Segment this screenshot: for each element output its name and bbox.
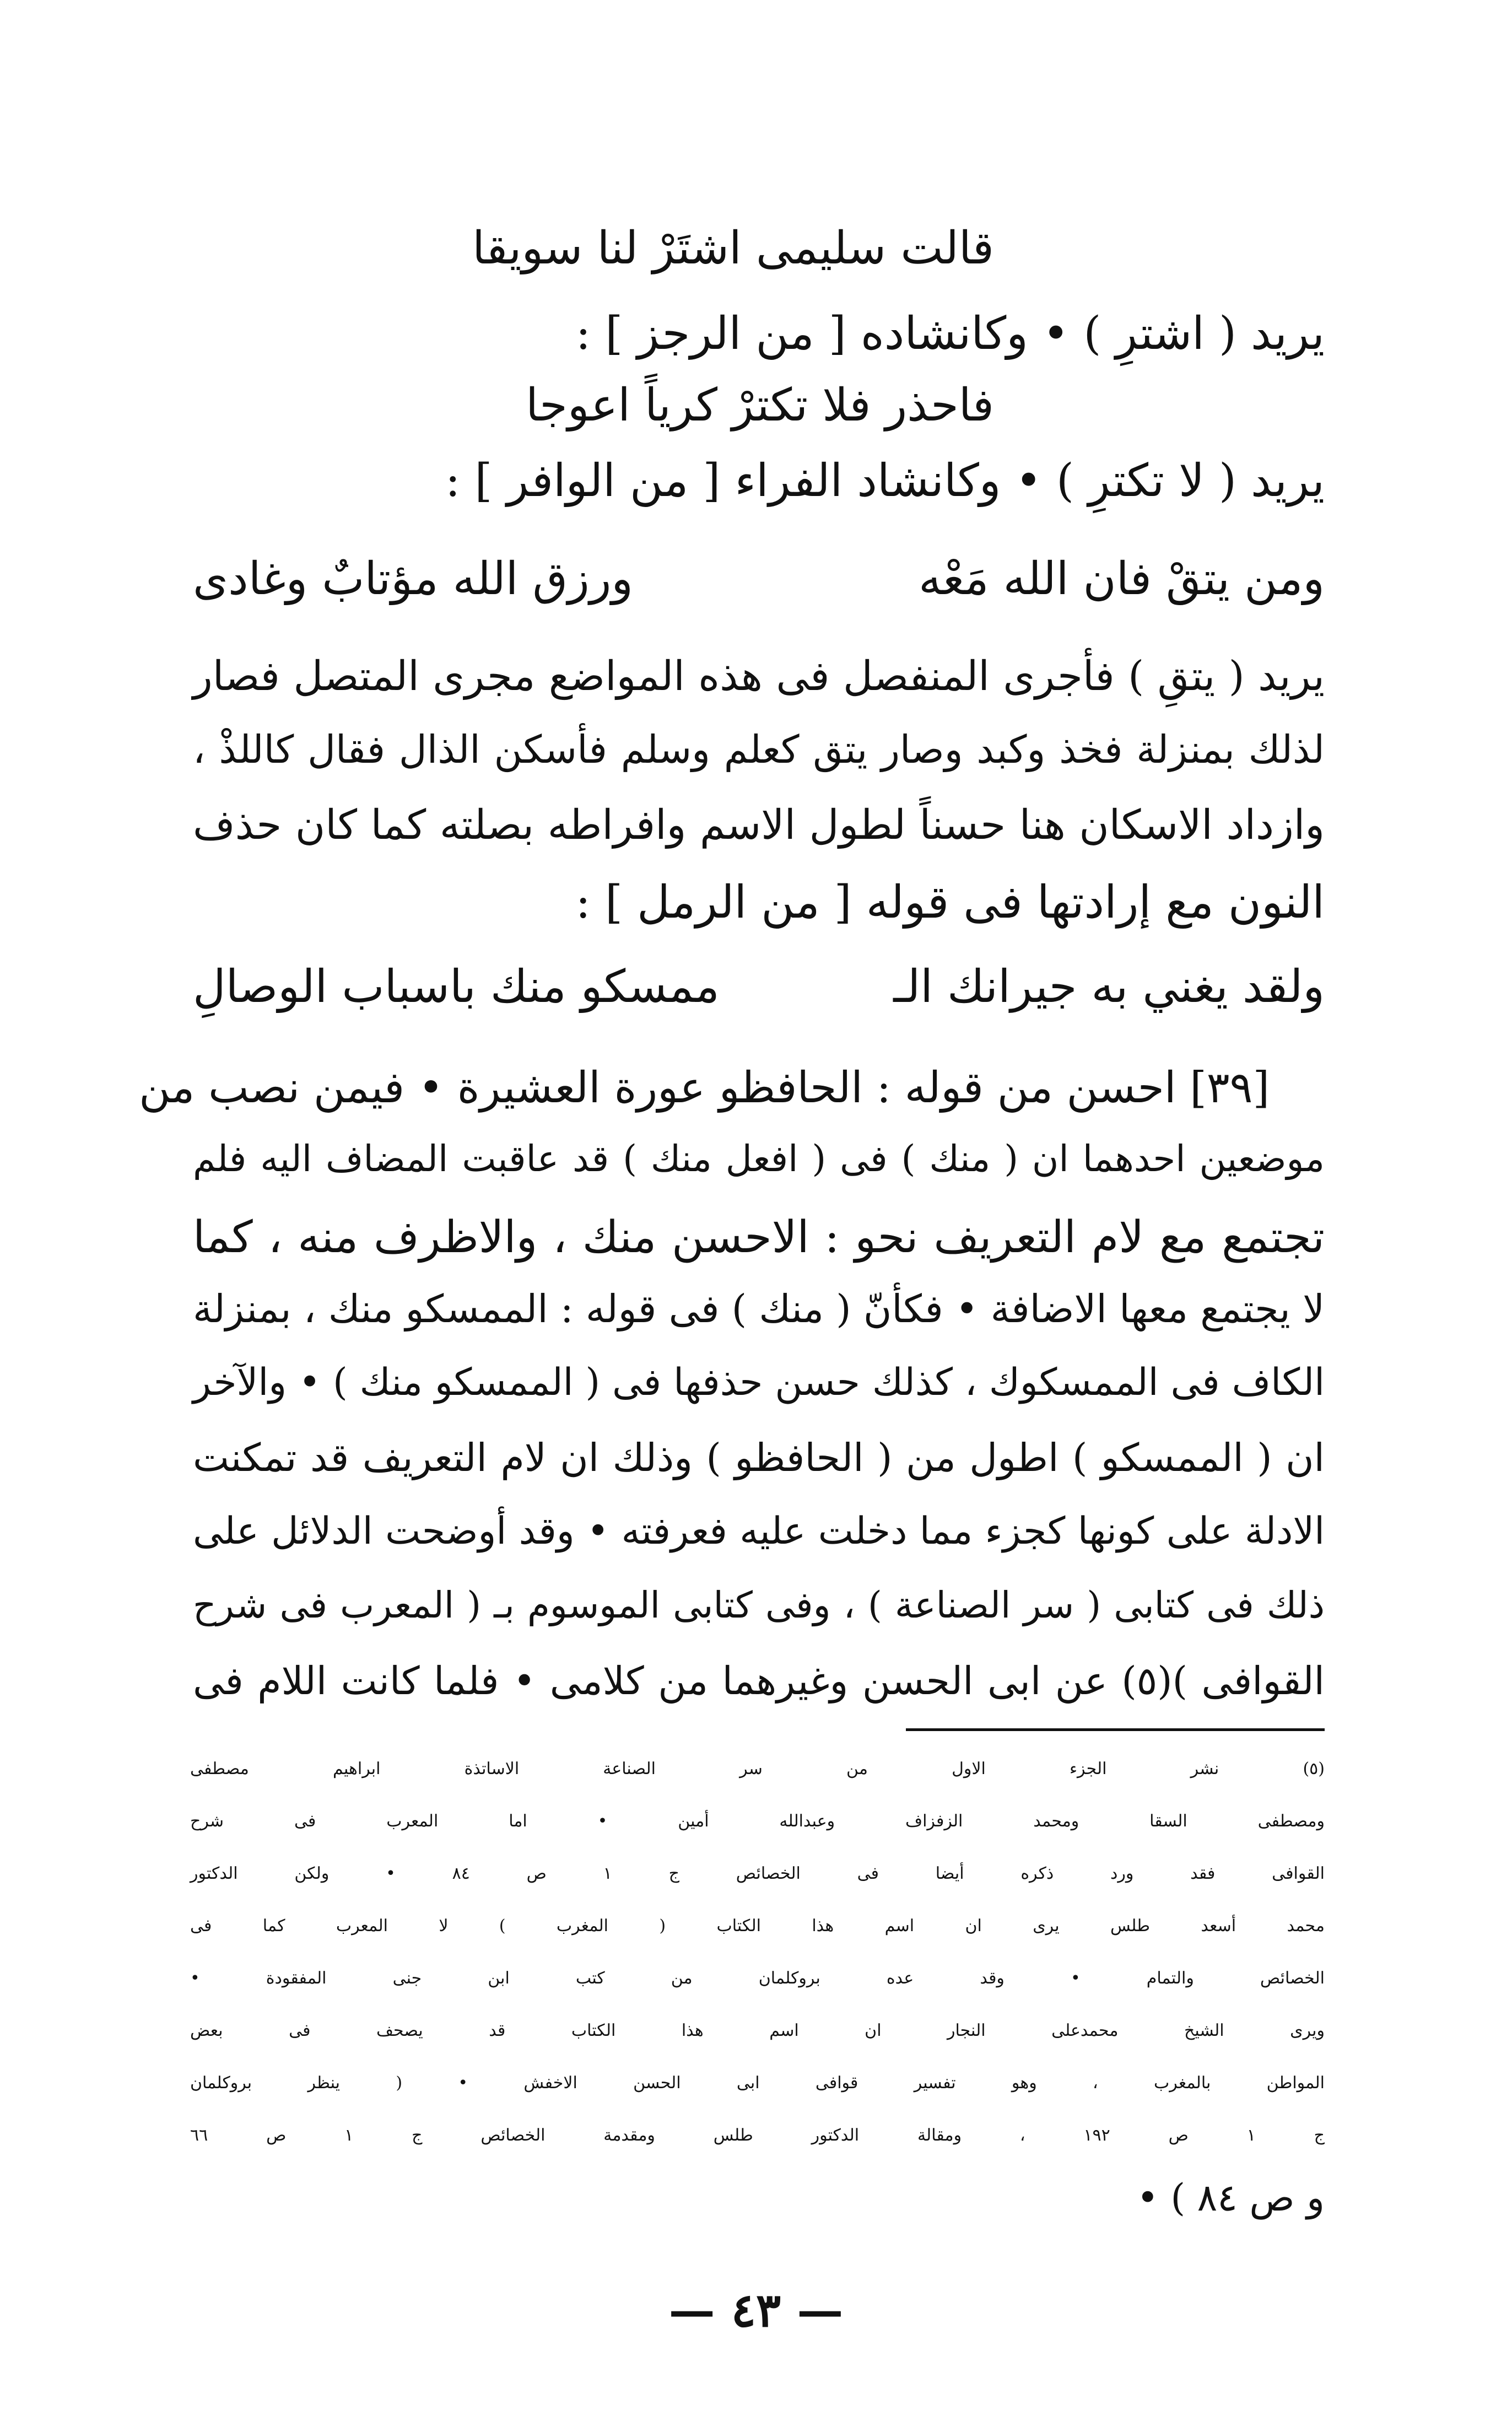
- text-line: يريد ( يتقِ ) فأجرى المنفصل فى هذه المواضع مجرى المتصل فصار: [193, 653, 1325, 700]
- text-line: ان ( الممسكو ) اطول من ( الحافظو ) وذلك ان لام التعريف قد تمكنت: [193, 1435, 1325, 1480]
- footnote-line: القوافى فقد ورد ذكره أيضا فى الخصائص ج ١ ص ٨٤ • ولكن الدكتور: [190, 1864, 1325, 1883]
- text-line: لا يجتمع معها الاضافة • فكأنّ ( منك ) فى قوله : الممسكو منك ، بمنزلة: [193, 1286, 1325, 1332]
- footnote-rule: [906, 1728, 1325, 1731]
- verse-hemistich-right: ولقد يغني به جيرانك الـ: [893, 961, 1325, 1013]
- verse-line: فاحذر فلا تكترْ كرياً اعوجا: [526, 379, 994, 432]
- footnote-line: المواطن بالمغرب ، وهو تفسير قوافى ابى الحسن الاخفش • ( ينظر بروكلمان: [190, 2073, 1325, 2093]
- footnote-line: محمد أسعد طلس يرى ان اسم هذا الكتاب ( المغرب ) لا المعرب كما فى: [190, 1916, 1325, 1936]
- text-line: ذلك فى كتابى ( سر الصناعة ) ، وفى كتابى الموسوم بـ ( المعرب فى شرح: [193, 1584, 1325, 1626]
- text-line: وازداد الاسكان هنا حسناً لطول الاسم وافراطه بصلته كما كان حذف: [193, 801, 1325, 849]
- page-number: — ٤٣ —: [668, 2283, 844, 2337]
- verse-hemistich-right: ومن يتقْ فان الله مَعْه: [919, 553, 1325, 605]
- verse-line: قالت سليمى اشتَرْ لنا سويقا: [472, 222, 994, 274]
- footnote-line: ومصطفى السقا ومحمد الزفزاف وعبدالله أمين • اما المعرب فى شرح: [190, 1812, 1325, 1831]
- verse-hemistich-left: ورزق الله مؤتابٌ وغادى: [193, 553, 633, 605]
- text-line: الكاف فى الممسكوك ، كذلك حسن حذفها فى ( الممسكو منك ) • والآخر: [193, 1361, 1325, 1404]
- text-line: [٣٩] احسن من قوله : الحافظو عورة العشيرة • فيمن نصب من: [139, 1063, 1270, 1113]
- text-line: يريد ( اشترِ ) • وكانشاده [ من الرجز ] :: [575, 308, 1325, 360]
- footnote-line: ج ١ ص ١٩٢ ، ومقالة الدكتور طلس ومقدمة الخصائص ج ١ ص ٦٦: [190, 2126, 1325, 2145]
- text-line: الادلة على كونها كجزء مما دخلت عليه فعرفته • وقد أوضحت الدلائل على: [193, 1510, 1325, 1553]
- verse-hemistich-left: ممسكو منك باسباب الوصالِ: [193, 961, 720, 1013]
- text-line: يريد ( لا تكترِ ) • وكانشاد الفراء [ من الوافر ] :: [445, 455, 1325, 507]
- footnote-line: (٥) نشر الجزء الاول من سر الصناعة الاساتذة ابراهيم مصطفى: [190, 1759, 1325, 1778]
- text-line: موضعين احدهما ان ( منك ) فى ( افعل منك ) قد عاقبت المضاف اليه فلم: [193, 1138, 1325, 1180]
- text-line: النون مع إرادتها فى قوله [ من الرمل ] :: [575, 876, 1325, 929]
- text-line: تجتمع مع لام التعريف نحو : الاحسن منك ، والاظرف منه ، كما: [193, 1211, 1325, 1263]
- text-line: القوافى )(٥) عن ابى الحسن وغيرهما من كلامى • فلما كانت اللام فى: [193, 1658, 1325, 1704]
- footnote-line: الخصائص والتمام • وقد عده بروكلمان من كتب ابن جنى المفقودة •: [190, 1969, 1325, 1988]
- footnote-line: و ص ٨٤ ) •: [1136, 2176, 1325, 2220]
- text-line: لذلك بمنزلة فخذ وكبد وصار يتق كعلم وسلم فأسكن الذال فقال كاللذْ ،: [193, 727, 1325, 772]
- footnote-line: ويرى الشيخ محمدعلى النجار ان اسم هذا الكتاب قد يصحف فى بعض: [190, 2021, 1325, 2040]
